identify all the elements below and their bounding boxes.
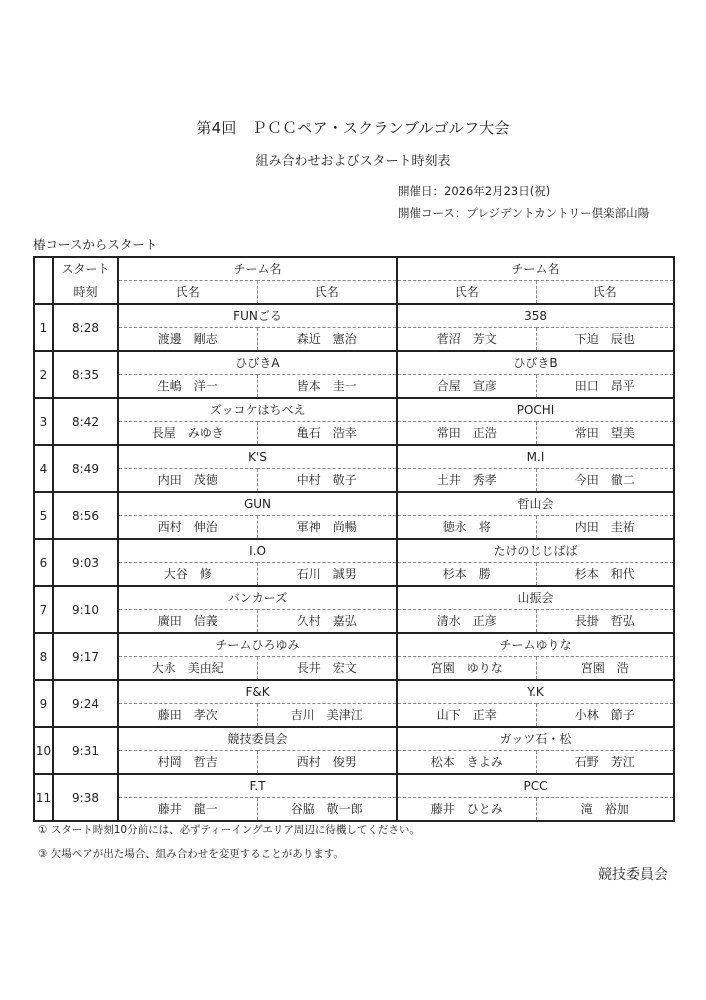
team-a-name: I.O xyxy=(118,539,397,563)
player-b1: 常田 正浩 xyxy=(397,422,536,446)
group-row-players xyxy=(34,375,674,399)
group-row-players xyxy=(34,563,674,587)
player-b1: 徳永 将 xyxy=(397,516,536,540)
header-name-a2: 氏名 xyxy=(257,281,397,305)
player-a2: 吉川 美津江 xyxy=(257,704,397,728)
team-a-name: GUN xyxy=(118,492,397,516)
player-a1: 村岡 哲吉 xyxy=(118,751,257,775)
group-number: 10 xyxy=(34,727,53,774)
start-time: 8:28 xyxy=(53,304,118,351)
player-a1: 長屋 みゆき xyxy=(118,422,257,446)
group-number: 5 xyxy=(34,492,53,539)
group-row-team xyxy=(34,680,674,704)
team-b-name: チームゆりな xyxy=(397,633,674,657)
player-b2: 滝 裕加 xyxy=(536,798,674,822)
player-a1: 大永 美由紀 xyxy=(118,657,257,681)
signature: 競技委員会 xyxy=(598,867,668,883)
team-a-name: バンカーズ xyxy=(118,586,397,610)
player-b1: 山下 正幸 xyxy=(397,704,536,728)
player-a1: 内田 茂徳 xyxy=(118,469,257,493)
player-b2: 宮園 浩 xyxy=(536,657,674,681)
start-time: 8:35 xyxy=(53,351,118,398)
player-b1: 清水 正彦 xyxy=(397,610,536,634)
player-a2: 長井 宏文 xyxy=(257,657,397,681)
group-number: 8 xyxy=(34,633,53,680)
player-a2: 西村 俊男 xyxy=(257,751,397,775)
player-a1: 大谷 修 xyxy=(118,563,257,587)
player-a2: 軍神 尚暢 xyxy=(257,516,397,540)
team-b-name: 358 xyxy=(397,304,674,328)
team-a-name: F&K xyxy=(118,680,397,704)
player-a2: 皆本 圭一 xyxy=(257,375,397,399)
page-title: 第4回 ＰＣＣペア・スクランブルゴルフ大会 xyxy=(196,119,510,137)
group-row-team xyxy=(34,633,674,657)
group-row-team xyxy=(34,586,674,610)
player-b1: 藤井 ひとみ xyxy=(397,798,536,822)
group-number: 9 xyxy=(34,680,53,727)
header-no-cell xyxy=(34,257,53,304)
team-b-name: ひびきB xyxy=(397,351,674,375)
start-time: 9:17 xyxy=(53,633,118,680)
player-a2: 久村 嘉弘 xyxy=(257,610,397,634)
team-a-name: F.T xyxy=(118,774,397,798)
event-date: 開催日：2026年2月23日(祝) xyxy=(398,184,551,198)
group-row-team xyxy=(34,727,674,751)
group-row-players xyxy=(34,422,674,446)
schedule-table xyxy=(33,256,675,822)
start-time: 9:03 xyxy=(53,539,118,586)
team-b-name: POCHI xyxy=(397,398,674,422)
group-row-team xyxy=(34,398,674,422)
group-number: 3 xyxy=(34,398,53,445)
course-label: 椿コースからスタート xyxy=(33,237,158,252)
team-b-name: PCC xyxy=(397,774,674,798)
header-team-b: チーム名 xyxy=(397,257,674,281)
group-row-players xyxy=(34,516,674,540)
event-course: 開催コース：プレジデントカントリー倶楽部山陽 xyxy=(398,206,650,220)
player-b2: 長掛 哲弘 xyxy=(536,610,674,634)
player-a2: 石川 誠男 xyxy=(257,563,397,587)
group-row-players xyxy=(34,610,674,634)
header-row-1 xyxy=(34,257,674,281)
start-time: 9:31 xyxy=(53,727,118,774)
player-b2: 内田 圭祐 xyxy=(536,516,674,540)
group-number: 1 xyxy=(34,304,53,351)
team-a-name: ズッコケはちべえ xyxy=(118,398,397,422)
team-b-name: M.I xyxy=(397,445,674,469)
header-name-b2: 氏名 xyxy=(536,281,674,305)
team-b-name: 哲山会 xyxy=(397,492,674,516)
group-row-players xyxy=(34,704,674,728)
group-row-players xyxy=(34,751,674,775)
group-number: 11 xyxy=(34,774,53,821)
player-b2: 常田 望美 xyxy=(536,422,674,446)
team-b-name: 山振会 xyxy=(397,586,674,610)
note-1: ① スタート時刻10分前には、必ずティーイングエリア周辺に待機してください。 xyxy=(38,824,420,836)
player-b1: 杉本 勝 xyxy=(397,563,536,587)
page-subtitle: 組み合わせおよびスタート時刻表 xyxy=(255,154,451,169)
group-row-team xyxy=(34,492,674,516)
team-a-name: ひびきA xyxy=(118,351,397,375)
group-row-players xyxy=(34,798,674,822)
player-a1: 西村 伸治 xyxy=(118,516,257,540)
player-b1: 合屋 宣彦 xyxy=(397,375,536,399)
group-row-team xyxy=(34,304,674,328)
player-b2: 石野 芳江 xyxy=(536,751,674,775)
start-time: 9:38 xyxy=(53,774,118,821)
header-start: スタート xyxy=(53,257,118,281)
start-time: 9:10 xyxy=(53,586,118,633)
team-b-name: Y.K xyxy=(397,680,674,704)
group-row-players xyxy=(34,657,674,681)
start-time: 8:42 xyxy=(53,398,118,445)
start-time: 8:49 xyxy=(53,445,118,492)
group-row-team xyxy=(34,351,674,375)
note-2: ③ 欠場ペアが出た場合、組み合わせを変更することがあります。 xyxy=(38,848,344,860)
team-a-name: 競技委員会 xyxy=(118,727,397,751)
start-time: 8:56 xyxy=(53,492,118,539)
group-row-team xyxy=(34,774,674,798)
team-a-name: K'S xyxy=(118,445,397,469)
player-b2: 小林 節子 xyxy=(536,704,674,728)
group-row-team xyxy=(34,445,674,469)
header-name-a1: 氏名 xyxy=(118,281,257,305)
player-b2: 田口 昂平 xyxy=(536,375,674,399)
player-a2: 森近 憲治 xyxy=(257,328,397,352)
player-b2: 杉本 和代 xyxy=(536,563,674,587)
player-a1: 藤田 孝次 xyxy=(118,704,257,728)
group-row-players xyxy=(34,469,674,493)
group-number: 6 xyxy=(34,539,53,586)
team-b-name: たけのじじばば xyxy=(397,539,674,563)
player-b2: 下迫 辰也 xyxy=(536,328,674,352)
header-name-b1: 氏名 xyxy=(397,281,536,305)
player-b1: 土井 秀孝 xyxy=(397,469,536,493)
player-a2: 亀石 浩幸 xyxy=(257,422,397,446)
header-time: 時刻 xyxy=(53,281,118,305)
header-team-a: チーム名 xyxy=(118,257,397,281)
player-a2: 中村 敬子 xyxy=(257,469,397,493)
player-b2: 今田 徹二 xyxy=(536,469,674,493)
player-b1: 宮園 ゆりな xyxy=(397,657,536,681)
player-a1: 渡邊 剛志 xyxy=(118,328,257,352)
player-a1: 生嶋 洋一 xyxy=(118,375,257,399)
group-number: 2 xyxy=(34,351,53,398)
header-row-2 xyxy=(34,281,674,305)
player-a2: 谷脇 敬一郎 xyxy=(257,798,397,822)
group-row-players xyxy=(34,328,674,352)
start-time: 9:24 xyxy=(53,680,118,727)
group-number: 7 xyxy=(34,586,53,633)
team-a-name: チームひろゆみ xyxy=(118,633,397,657)
team-a-name: FUNごる xyxy=(118,304,397,328)
player-b1: 松本 きよみ xyxy=(397,751,536,775)
team-b-name: ガッツ石・松 xyxy=(397,727,674,751)
player-a1: 藤井 龍一 xyxy=(118,798,257,822)
group-row-team xyxy=(34,539,674,563)
player-a1: 廣田 信義 xyxy=(118,610,257,634)
player-b1: 菅沼 芳文 xyxy=(397,328,536,352)
group-number: 4 xyxy=(34,445,53,492)
